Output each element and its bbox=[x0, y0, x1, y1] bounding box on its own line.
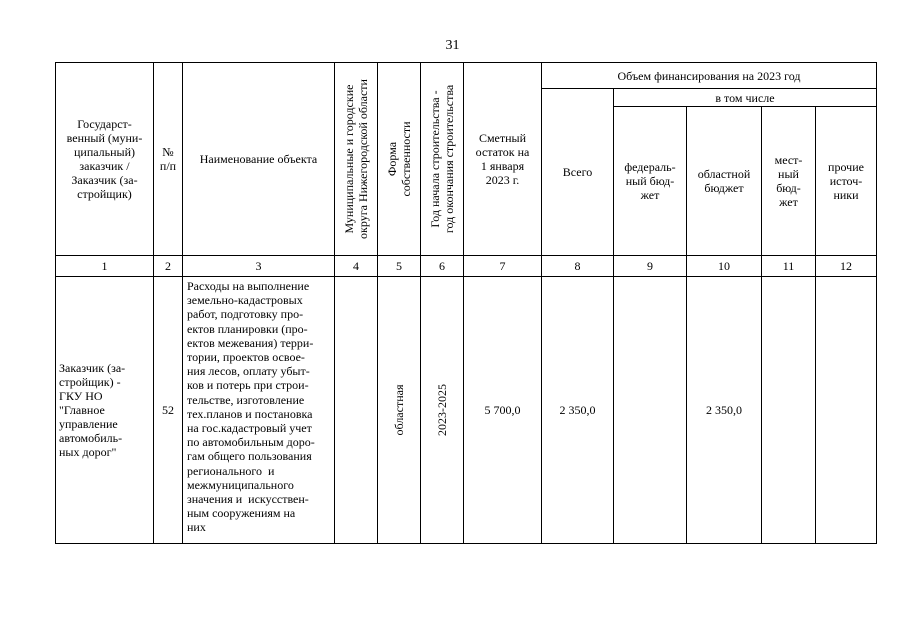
row-number bbox=[154, 277, 182, 543]
column-number-2: 2 bbox=[165, 259, 171, 273]
header-number-text: № п/п bbox=[159, 145, 177, 173]
column-number-1: 1 bbox=[101, 259, 108, 273]
header-ownership bbox=[378, 63, 420, 255]
row-ownership bbox=[378, 277, 420, 543]
row-regional bbox=[687, 277, 761, 543]
header-total bbox=[542, 89, 613, 255]
column-number-4: 4 bbox=[353, 259, 359, 273]
header-object-name bbox=[183, 63, 334, 255]
header-municipalities bbox=[335, 63, 377, 255]
row-local bbox=[762, 277, 815, 543]
page-number: 31 bbox=[445, 38, 460, 53]
header-funding-group-text: Объем финансирования на 2023 год bbox=[617, 68, 801, 83]
header-customer-text: Государст- венный (муни- ципальный) заказчик / Заказчик (за- стройщик) bbox=[66, 117, 143, 201]
row-years-text: 2023-2025 bbox=[435, 384, 449, 436]
header-including bbox=[614, 89, 876, 106]
column-number-3: 3 bbox=[255, 259, 262, 273]
row-municipalities bbox=[335, 277, 377, 543]
header-years bbox=[421, 63, 463, 255]
row-object-name: Расходы на выполнение земельно-кадастровых работ, подготовку про- ектов планировки (про- ектов межевания) терри- тории, проектов освое- ния лесов, оплату убыт- ков и потерь при строи- тельстве, изготовление тех.планов и постановка на гос.кадастровый учет по автомобильным доро- гам общего пользования регионального и межмуниципального значения и искусствен- ным сооружениям на них bbox=[187, 279, 315, 535]
header-total-text: Всего bbox=[562, 165, 593, 179]
header-federal bbox=[614, 107, 686, 255]
header-estimate-balance bbox=[464, 63, 541, 255]
row-regional-text: 2 350,0 bbox=[706, 403, 742, 417]
row-ownership-text: областная bbox=[392, 384, 406, 436]
row-number-text: 52 bbox=[162, 403, 174, 417]
row-customer-text: Заказчик (за- стройщик) - ГКУ НО "Главное управление автомобиль- ных дорог" bbox=[59, 361, 126, 459]
header-ownership-text: Форма собственности bbox=[385, 121, 413, 197]
row-estimate-balance bbox=[464, 277, 541, 543]
row-total bbox=[542, 277, 613, 543]
header-regional-text: областной бюджет bbox=[697, 167, 751, 195]
header-local-text: мест- ный бюд- жет bbox=[774, 153, 803, 209]
row-other bbox=[816, 277, 876, 543]
column-number-8: 8 bbox=[574, 259, 581, 273]
column-number-5: 5 bbox=[396, 259, 402, 273]
header-estimate-balance-text: Сметный остаток на 1 января 2023 г. bbox=[475, 131, 530, 187]
header-object-name-text: Наименование объекта bbox=[199, 152, 318, 166]
column-number-9: 9 bbox=[647, 259, 653, 273]
row-total-text: 2 350,0 bbox=[559, 403, 596, 417]
header-number bbox=[154, 63, 182, 255]
header-including-text: в том числе bbox=[715, 90, 775, 105]
column-number-12: 12 bbox=[840, 259, 852, 273]
column-number-7: 7 bbox=[499, 259, 506, 273]
row-federal bbox=[614, 277, 686, 543]
row-estimate-balance-text: 5 700,0 bbox=[484, 403, 521, 417]
column-number-11: 11 bbox=[782, 259, 795, 273]
header-other bbox=[816, 107, 876, 255]
header-customer bbox=[56, 63, 153, 255]
row-years bbox=[421, 277, 463, 543]
header-local bbox=[762, 107, 815, 255]
header-municipalities-text: Муниципальные и городские округа Нижегородской области bbox=[342, 79, 370, 239]
row-customer bbox=[56, 277, 153, 543]
header-other-text: прочие источ- ники bbox=[828, 160, 864, 202]
column-number-10: 10 bbox=[718, 259, 730, 273]
header-regional bbox=[687, 107, 761, 255]
header-federal-text: федераль- ный бюд- жет bbox=[624, 160, 676, 202]
header-funding-group bbox=[542, 63, 876, 88]
header-years-text: Год начала строительства - год окончания строительства bbox=[428, 84, 456, 234]
column-number-6: 6 bbox=[439, 259, 445, 273]
